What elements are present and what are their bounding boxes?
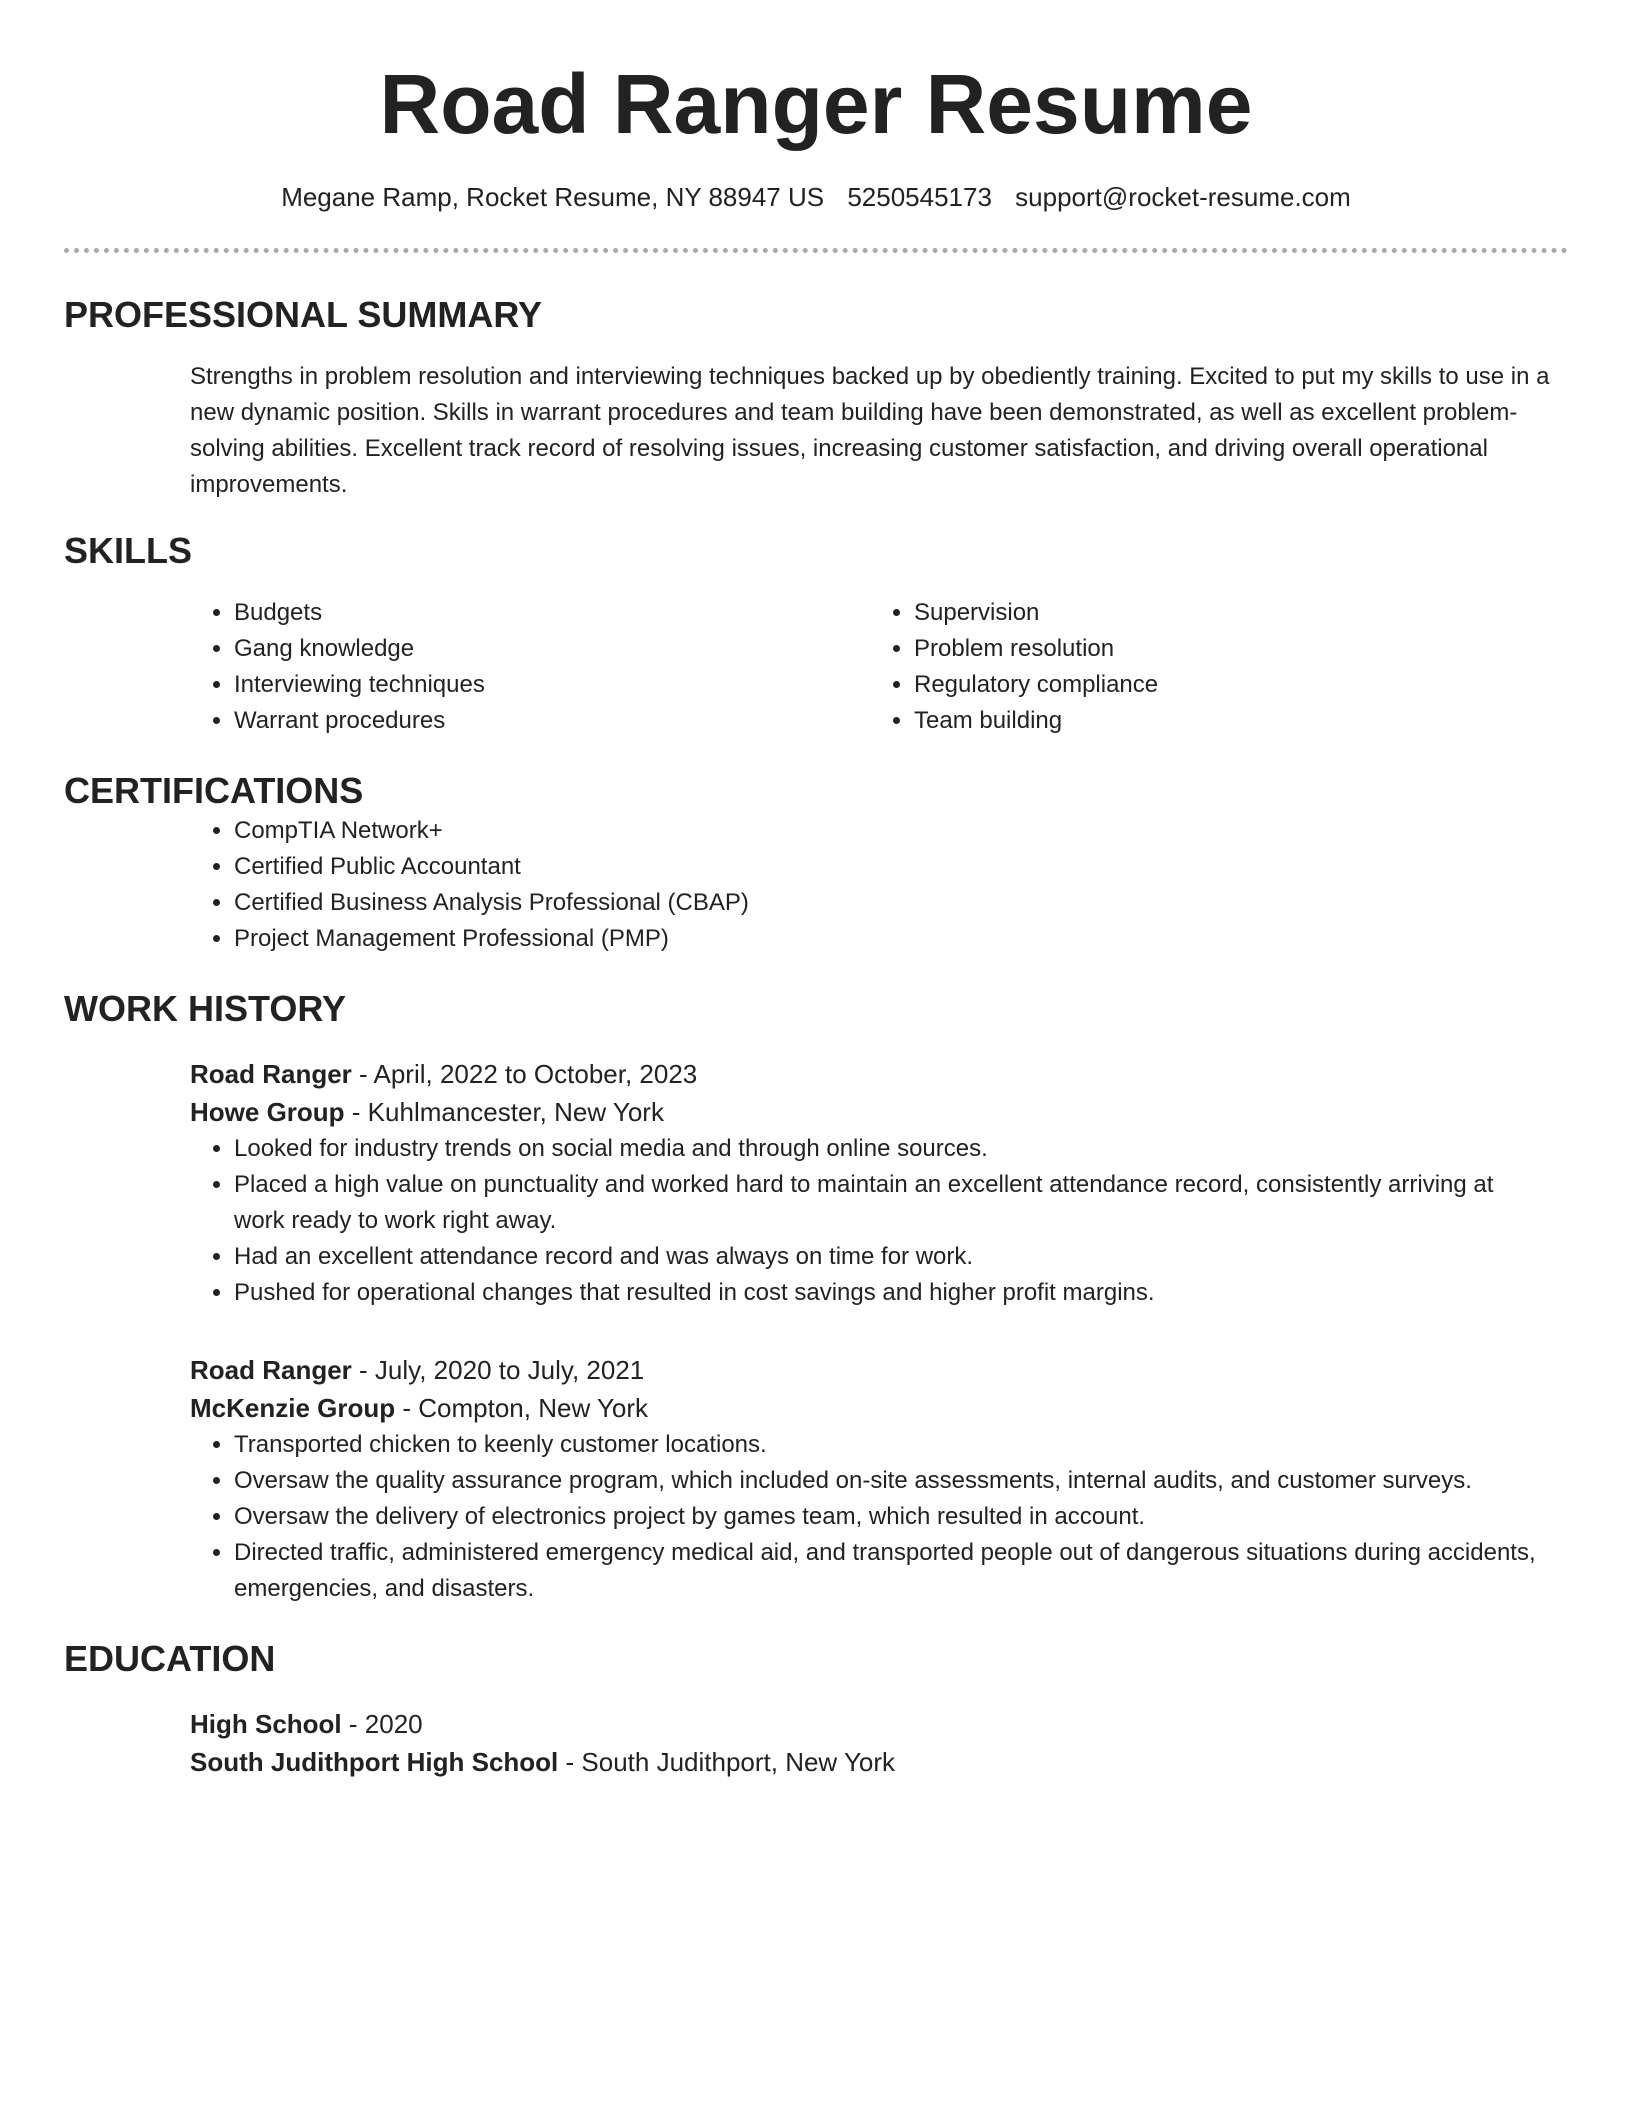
- job-bullet: • Oversaw the delivery of electronics project by games team, which resulted in account.: [234, 1499, 1550, 1535]
- resume-header: [64, 0, 1568, 253]
- certifications-section: [64, 769, 1568, 957]
- certification-item: • CompTIA Network+: [234, 813, 1550, 849]
- job-entry: [190, 1351, 1550, 1607]
- certifications-heading: CERTIFICATIONS: [64, 770, 364, 811]
- job-entry: [190, 1055, 1550, 1311]
- job-company-line: [190, 1389, 1550, 1427]
- job-bullet: • Had an excellent attendance record and was always on time for work.: [234, 1239, 1550, 1275]
- job-role: Road Ranger: [190, 1355, 352, 1385]
- job-title-line: [190, 1055, 1550, 1093]
- job-bullet: • Placed a high value on punctuality and worked hard to maintain an excellent attendance record, consistently arriving at work ready to work right away.: [234, 1167, 1550, 1239]
- education-degree: High School: [190, 1709, 342, 1739]
- job-bullet: • Pushed for operational changes that resulted in cost savings and higher profit margins.: [234, 1275, 1550, 1311]
- skills-column-right: [870, 595, 1550, 739]
- job-location: - Kuhlmancester, New York: [351, 1097, 664, 1127]
- skill-item: • Regulatory compliance: [914, 667, 1550, 703]
- skill-item: • Supervision: [914, 595, 1550, 631]
- contact-email: support@rocket-resume.com: [1015, 182, 1351, 212]
- skills-section: [64, 529, 1568, 739]
- skills-heading: SKILLS: [64, 530, 193, 571]
- contact-phone: 5250545173: [847, 182, 992, 212]
- job-bullets: [190, 1427, 1550, 1607]
- education-section: [64, 1637, 1568, 1781]
- job-dates: - July, 2020 to July, 2021: [359, 1355, 645, 1385]
- contact-line: [64, 180, 1568, 214]
- certifications-list: [190, 813, 1550, 957]
- skill-item: • Budgets: [234, 595, 870, 631]
- education-school: South Judithport High School: [190, 1747, 559, 1777]
- summary-section: [64, 293, 1568, 503]
- certification-item: • Certified Business Analysis Professional (CBAP): [234, 885, 1550, 921]
- skill-item: • Gang knowledge: [234, 631, 870, 667]
- job-dates: - April, 2022 to October, 2023: [359, 1059, 698, 1089]
- skill-item: • Team building: [914, 703, 1550, 739]
- job-bullet: • Transported chicken to keenly customer locations.: [234, 1427, 1550, 1463]
- education-location: - South Judithport, New York: [565, 1747, 896, 1777]
- certification-item: • Certified Public Accountant: [234, 849, 1550, 885]
- skill-item: • Warrant procedures: [234, 703, 870, 739]
- skill-item: • Problem resolution: [914, 631, 1550, 667]
- header-divider: [64, 248, 1568, 253]
- education-school-line: [190, 1743, 1550, 1781]
- job-bullet: • Oversaw the quality assurance program, which included on-site assessments, internal audits, and customer surveys.: [234, 1463, 1550, 1499]
- contact-address: Megane Ramp, Rocket Resume, NY 88947 US: [281, 182, 825, 212]
- education-heading: EDUCATION: [64, 1638, 276, 1679]
- job-company: McKenzie Group: [190, 1393, 396, 1423]
- job-bullet: • Looked for industry trends on social media and through online sources.: [234, 1131, 1550, 1167]
- job-bullets: [190, 1131, 1550, 1311]
- work-history-heading: WORK HISTORY: [64, 988, 347, 1029]
- resume-title: Road Ranger Resume: [379, 57, 1253, 151]
- job-bullet: • Directed traffic, administered emergency medical aid, and transported people out of dangerous situations during accidents, emergencies, and disasters.: [234, 1535, 1550, 1607]
- job-title-line: [190, 1351, 1550, 1389]
- skills-grid: [190, 595, 1550, 739]
- certification-item: • Project Management Professional (PMP): [234, 921, 1550, 957]
- job-role: Road Ranger: [190, 1059, 352, 1089]
- job-location: - Compton, New York: [402, 1393, 649, 1423]
- work-history-section: [64, 987, 1568, 1607]
- skill-item: • Interviewing techniques: [234, 667, 870, 703]
- summary-heading: PROFESSIONAL SUMMARY: [64, 294, 543, 335]
- job-company: Howe Group: [190, 1097, 345, 1127]
- summary-text: Strengths in problem resolution and interviewing techniques backed up by obediently training. Excited to put my skills to use in a new dynamic position. Skills in warrant procedures and team building have been demonstrated, as well as excellent problem-solving abilities. Excellent track record of resolving issues, increasing customer satisfaction, and driving overall operational improvements.: [190, 363, 1550, 498]
- education-entry: [190, 1705, 1550, 1781]
- education-year: - 2020: [348, 1709, 423, 1739]
- education-degree-line: [190, 1705, 1550, 1743]
- job-company-line: [190, 1093, 1550, 1131]
- skills-column-left: [190, 595, 870, 739]
